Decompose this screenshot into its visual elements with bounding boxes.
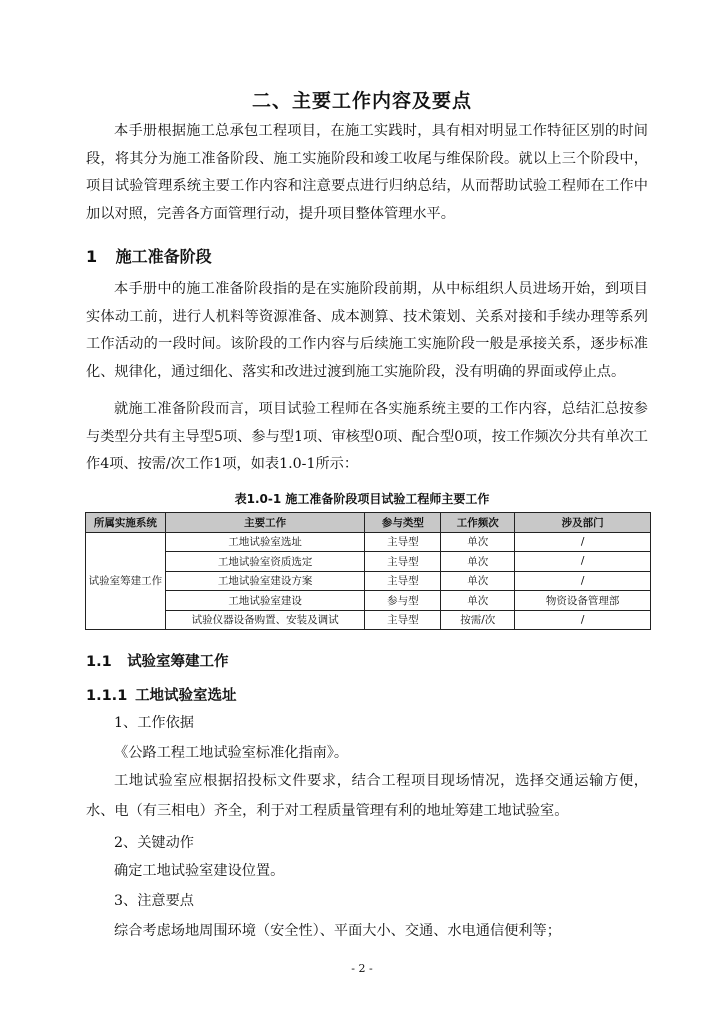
- reference-guide: 《公路工程工地试验室标准化指南》。: [114, 745, 349, 761]
- table-row: [86, 610, 651, 630]
- page-number: - 2 -: [351, 962, 373, 975]
- table-header: 所属实施系统: [86, 513, 166, 533]
- item-notes: 3、注意要点: [114, 893, 194, 909]
- item-key-action: 2、关键动作: [114, 835, 194, 851]
- table-cell-dept: /: [515, 532, 651, 552]
- key-action-text: 确定工地试验室建设位置。: [114, 863, 285, 879]
- work-table: [85, 512, 651, 630]
- table-header: 参与类型: [365, 513, 441, 533]
- intro-paragraph: 本手册根据施工总承包工程项目，在施工实践时，具有相对明显工作特征区别的时间段，将其分为施工准备阶段、施工实施阶段和竣工收尾与维保阶段。就以上三个阶段中，项目试验管理系统主要工作内容和注意要点进行归纳总结，从而帮助试验工程师在工作中加以对照，完善各方面管理行动，提升项目整体管理水平。: [86, 123, 648, 222]
- table-group-cell: 试验室筹建工作: [86, 532, 166, 630]
- page-title: 二、主要工作内容及要点: [251, 90, 472, 112]
- table-header-row: [86, 513, 651, 533]
- table-header: 涉及部门: [515, 513, 651, 533]
- table-cell-work: 工地试验室建设方案: [165, 571, 365, 591]
- table-cell-freq: 按需/次: [441, 610, 515, 630]
- table-cell-freq: 单次: [441, 552, 515, 572]
- table-caption: 表1.0-1 施工准备阶段项目试验工程师主要工作: [234, 492, 490, 506]
- subsection-1-1-1-number: 1.1.1: [86, 688, 128, 704]
- subsection-1-1-1-title: 工地试验室选址: [135, 688, 237, 704]
- table-cell-freq: 单次: [441, 591, 515, 611]
- table-cell-type: 主导型: [365, 552, 441, 572]
- table-cell-work: 工地试验室资质选定: [165, 552, 365, 572]
- subsection-1-1-number: 1.1: [86, 654, 112, 670]
- table-row: [86, 552, 651, 572]
- section-1-title: 施工准备阶段: [115, 247, 212, 266]
- table-cell-freq: 单次: [441, 532, 515, 552]
- section-1-paragraph-2: 就施工准备阶段而言，项目试验工程师在各实施系统主要的工作内容，总结汇总按参与类型分共有主导型5项、参与型1项、审核型0项、配合型0项，按工作频次分共有单次工作4项、按需/次工作1项，如表1.0-1所示：: [86, 401, 648, 472]
- table-cell-dept: /: [515, 552, 651, 572]
- table-cell-type: 主导型: [365, 571, 441, 591]
- table-cell-work: 工地试验室选址: [165, 532, 365, 552]
- site-selection-paragraph: 工地试验室应根据招投标文件要求，结合工程项目现场情况，选择交通运输方便，水、电（有三相电）齐全，利于对工程质量管理有利的地址筹建工地试验室。: [86, 773, 648, 819]
- subsection-1-1-1-heading: [86, 684, 237, 705]
- table-cell-type: 参与型: [365, 591, 441, 611]
- table-cell-dept: 物资设备管理部: [515, 591, 651, 611]
- table-cell-type: 主导型: [365, 532, 441, 552]
- section-1-paragraph-1: 本手册中的施工准备阶段指的是在实施阶段前期，从中标组织人员进场开始，到项目实体动工前，进行人机料等资源准备、成本测算、技术策划、关系对接和手续办理等系列工作活动的一段时间。该阶段的工作内容与后续施工实施阶段一般是承接关系，逐步标准化、规律化，通过细化、落实和改进过渡到施工实施阶段，没有明确的界面或停止点。: [86, 281, 648, 380]
- table-cell-work: 工地试验室建设: [165, 591, 365, 611]
- item-work-basis: 1、工作依据: [114, 715, 194, 731]
- table-cell-freq: 单次: [441, 571, 515, 591]
- table-row: [86, 591, 651, 611]
- notes-text: 综合考虑场地周围环境（安全性）、平面大小、交通、水电通信便利等；: [114, 923, 561, 939]
- table-row: [86, 532, 651, 552]
- subsection-1-1-title: 试验室筹建工作: [127, 654, 229, 670]
- table-cell-dept: /: [515, 610, 651, 630]
- table-cell-work: 试验仪器设备购置、安装及调试: [165, 610, 365, 630]
- table-cell-dept: /: [515, 571, 651, 591]
- table-header: 工作频次: [441, 513, 515, 533]
- subsection-1-1-heading: [86, 650, 229, 671]
- section-1-heading: [86, 244, 212, 267]
- table-cell-type: 主导型: [365, 610, 441, 630]
- table-row: [86, 571, 651, 591]
- section-1-number: 1: [86, 247, 98, 266]
- table-header: 主要工作: [165, 513, 365, 533]
